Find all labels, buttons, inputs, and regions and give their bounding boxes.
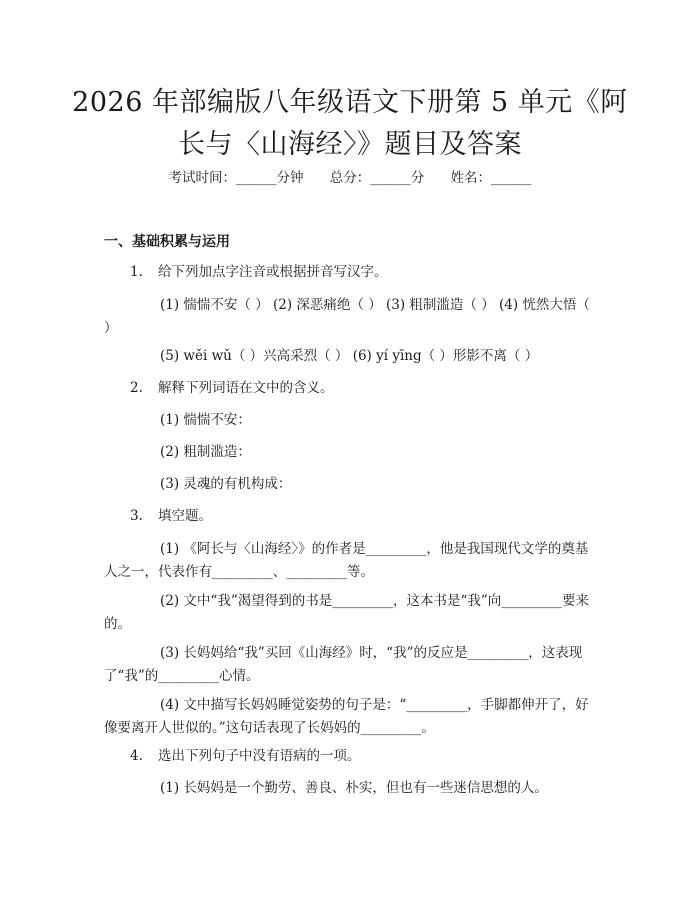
exam-time: 考试时间：______分钟 (168, 170, 304, 186)
question-2-number: 2. (130, 380, 143, 396)
title-line-2: 长与〈山海经〉》题目及答案 (178, 129, 522, 160)
exam-meta (0, 168, 700, 188)
question-3-item-4: (4) 文中描写长妈妈睡觉姿势的句子是：“_________，手脚都伸开了，好像要离开人世似的。”这句话表现了长妈妈的_________。 (104, 697, 589, 736)
student-name: 姓名：______ (450, 170, 532, 186)
section-heading: 一、基础积累与运用 (104, 234, 230, 250)
question-4-text: 选出下列句子中没有语病的一项。 (158, 748, 361, 764)
question-1-number: 1. (130, 264, 143, 280)
question-3-text: 填空题。 (158, 508, 212, 524)
question-4-number: 4. (130, 748, 143, 764)
question-2-item-1: (1) 惴惴不安： (160, 412, 251, 428)
question-4-item-1: (1) 长妈妈是一个勤劳、善良、朴实，但也有一些迷信思想的人。 (160, 780, 548, 796)
question-2-item-3: (3) 灵魂的有机构成： (160, 476, 292, 492)
title-line-1: 2026 年部编版八年级语文下册第 5 单元《阿 (72, 87, 628, 118)
question-2-item-2: (2) 粗制滥造： (160, 444, 251, 460)
question-1-text: 给下列加点字注音或根据拼音写汉字。 (158, 264, 388, 280)
question-2-text: 解释下列词语在文中的含义。 (158, 380, 334, 396)
question-3-item-1: (1) 《阿长与〈山海经〉》的作者是_________，他是我国现代文学的奠基人之一，代表作有_________、_________等。 (104, 541, 589, 580)
document-title (60, 82, 640, 166)
question-1-line-2: (5) wěi wǔ（ ）兴高采烈（ ） (6) yí yīng（ ）形影不离（ ） (160, 348, 539, 364)
question-3-item-3: (3) 长妈妈给“我”买回《山海经》时，“我”的反应是_________，这表现了“我”的_________心情。 (104, 645, 583, 684)
question-3-number: 3. (130, 508, 143, 524)
question-3-item-2: (2) 文中“我”渴望得到的书是_________，这本书是“我”向_________要来的。 (104, 593, 590, 632)
total-score: 总分：______分 (329, 170, 425, 186)
question-1-line-1: (1) 惴惴不安（ ） (2) 深恶痛绝（ ） (3) 粗制滥造（ ） (4) 恍然大悟（ ） (104, 297, 590, 336)
